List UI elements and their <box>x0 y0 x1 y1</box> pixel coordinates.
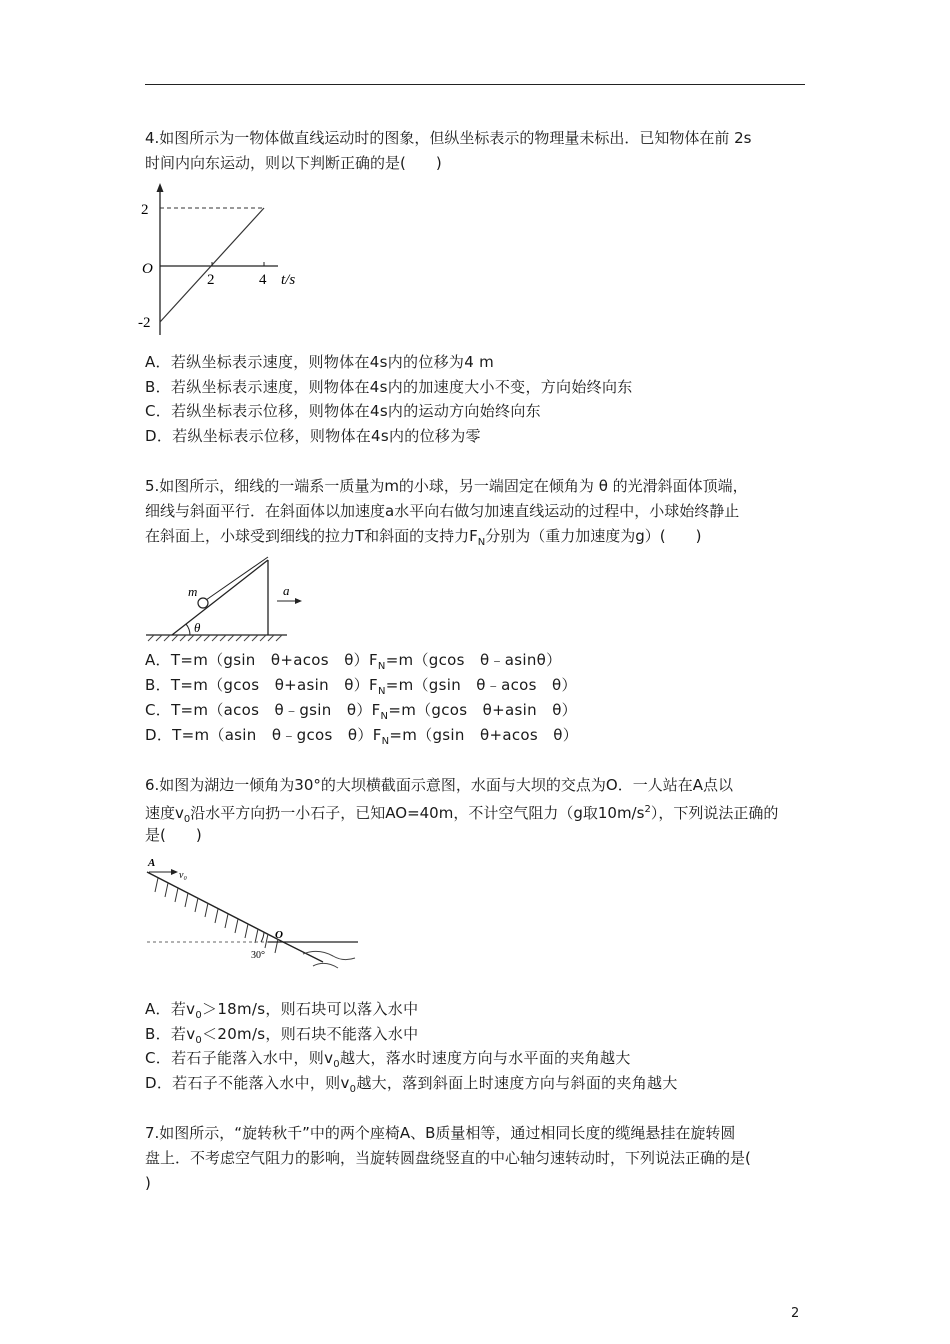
x-label-4: 4 <box>259 272 267 288</box>
q5-stem-line3: 在斜面上，小球受到细线的拉力T和斜面的支持力$F_N$分别为（重力加速度为g）( ) <box>145 527 702 548</box>
angle-arc <box>261 932 264 942</box>
accel-arrow-head <box>295 598 302 604</box>
string-line <box>206 557 268 600</box>
q4-graph <box>138 180 313 340</box>
q4-option-a: A．若纵坐标表示速度，则物体在4s内的位移为4 m <box>145 353 495 371</box>
origin-label: O <box>142 261 153 277</box>
q4-stem-line1: 4.如图所示为一物体做直线运动时的图象，但纵坐标表示的物理量未标出．已知物体在前 2s <box>145 129 752 147</box>
q5-stem-line2: 细线与斜面平行．在斜面体以加速度a水平向右做匀加速直线运动的过程中，小球始终静止 <box>145 502 740 520</box>
q6-option-a: A．若$v_0>18m/s$，则石块可以落入水中 <box>145 1000 419 1021</box>
q4-option-b: B．若纵坐标表示速度，则物体在4s内的加速度大小不变，方向始终向东 <box>145 378 633 396</box>
x-label-2: 2 <box>207 272 215 288</box>
q4-option-c: C．若纵坐标表示位移，则物体在4s内的运动方向始终向东 <box>145 402 541 420</box>
q5-option-a: A．T=m（gsin θ+acos $\theta)F_N=m(gcos$ θ﹣asinθ） <box>145 651 562 672</box>
y-label-bottom: -2 <box>138 315 151 331</box>
q4-option-d: D．若纵坐标表示位移，则物体在4s内的位移为零 <box>145 427 481 445</box>
ground-hatching <box>148 635 282 641</box>
mass-label: m <box>188 584 198 599</box>
point-o-label: O <box>275 929 283 941</box>
angle-label: θ <box>194 620 201 635</box>
angle-label: 30° <box>251 950 265 961</box>
x-axis-label: t/s <box>281 272 296 288</box>
q6-option-c: C．若石子能落入水中，则$v_0$越大，落水时速度方向与水平面的夹角越大 <box>145 1049 631 1070</box>
y-label-top: 2 <box>141 202 149 218</box>
angle-arc <box>186 624 190 635</box>
q5-incline-figure <box>142 555 307 645</box>
dam-slope <box>147 872 283 942</box>
water-wave-2 <box>313 963 338 968</box>
q5-option-b: B．T=m（gcos θ+asin $\theta)F_N=m(gsin$ θ﹣acos θ） <box>145 676 577 697</box>
q5-stem-line1: 5.如图所示，细线的一端系一质量为m的小球，另一端固定在倾角为 θ 的光滑斜面体顶端， <box>145 477 748 495</box>
q6-option-d: D．若石子不能落入水中，则$v_0$越大，落到斜面上时速度方向与斜面的夹角越大 <box>145 1074 678 1095</box>
q7-stem-line3: ) <box>145 1174 151 1192</box>
q4-stem-line2: 时间内向东运动，则以下判断正确的是( ) <box>145 154 442 172</box>
accel-label: a <box>283 583 290 598</box>
q7-stem-line1: 7.如图所示，“旋转秋千”中的两个座椅A、B质量相等，通过相同长度的缆绳悬挂在旋转圆 <box>145 1124 736 1142</box>
point-a-label: A <box>148 857 156 869</box>
q6-stem-line2: 速度$v_0$沿水平方向扔一小石子，已知AO=40m，不计空气阻力（g取$10m/s^2$），下列说法正确的 <box>145 804 779 825</box>
y-axis-arrow <box>157 183 164 192</box>
page-number: 2 <box>791 1306 800 1321</box>
ball <box>198 598 208 608</box>
q6-stem-line1: 6.如图为湖边一倾角为30°的大坝横截面示意图，水面与大坝的交点为O．一人站在A点以 <box>145 776 733 794</box>
q5-option-c: C．T=m（acos θ﹣gsin $\theta)F_N=m(gcos$ θ+asin θ） <box>145 701 577 722</box>
header-rule <box>145 84 805 85</box>
q6-option-b: B．若$v_0<20m/s$，则石块不能落入水中 <box>145 1025 419 1046</box>
q5-option-d: D．T=m（asin θ﹣gcos $\theta)F_N=m(gsin$ θ+acos θ） <box>145 726 579 747</box>
q6-stem-line3: 是( ) <box>145 826 202 844</box>
q7-stem-line2: 盘上．不考虑空气阻力的影响，当旋转圆盘绕竖直的中心轴匀速转动时，下列说法正确的是( <box>145 1149 751 1167</box>
v0-label: v₀ <box>179 870 187 881</box>
dam-slope-underwater <box>283 942 323 962</box>
v0-arrow-head <box>171 869 178 875</box>
q6-dam-figure <box>143 850 363 985</box>
